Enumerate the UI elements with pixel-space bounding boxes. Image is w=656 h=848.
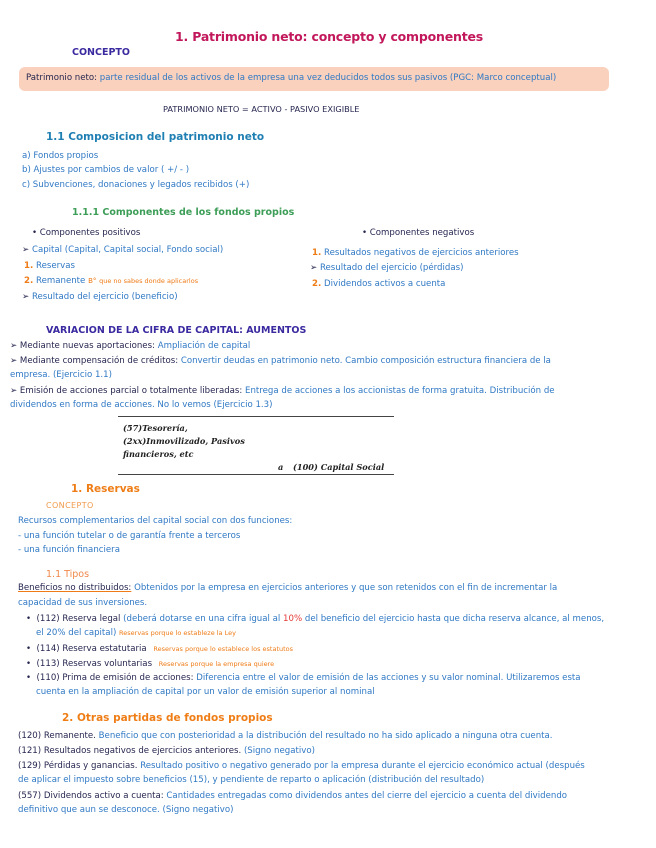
definition-text: parte residual de los activos de la empresa una vez deducidos todos sus pasivos (PGC: Marco conceptual) — [99, 73, 557, 83]
bullet: ➢ — [22, 245, 30, 255]
reserva-type-cont: cuenta en la ampliación de capital por un valor de emisión superior al nominal — [36, 687, 375, 697]
no-dist-text: Obtenidos por la empresa en ejercicios anteriores y que son retenidos con el fin de incrementar la — [134, 583, 558, 593]
bullet: 2. — [312, 279, 322, 289]
page-title: 1. Patrimonio neto: concepto y componentes — [175, 29, 483, 44]
section-1-1-heading: 1.1 Composicion del patrimonio neto — [46, 131, 265, 143]
variacion-label: ➢ Emisión de acciones parcial o totalmente liberadas: — [10, 386, 243, 396]
positive-title: • Componentes positivos — [32, 228, 141, 238]
composition-item: a) Fondos propios — [22, 151, 99, 161]
item-text: Remanente — [35, 276, 86, 286]
tipos-heading: 1.1 Tipos — [46, 569, 90, 580]
journal-debit-line: (57)Tesorería, — [123, 423, 188, 433]
otras-item — [18, 731, 553, 741]
journal-bottom-line — [118, 474, 394, 475]
otras-item — [18, 746, 315, 756]
type-code: (110) — [36, 673, 60, 683]
otras-code: (120) Remanente. — [18, 731, 96, 741]
formula: PATRIMONIO NETO = ACTIVO - PASIVO EXIGIBLE — [163, 104, 360, 114]
bullet: 1. — [24, 261, 34, 271]
negative-item — [312, 248, 519, 258]
reservas-function: - una función tutelar o de garantía frente a terceros — [18, 531, 241, 541]
journal-debit-line: (2xx)Inmovilizado, Pasivos — [123, 436, 245, 446]
journal-credit: (100) Capital Social — [293, 462, 385, 472]
type-code: (114) — [36, 644, 60, 654]
bullet: ➢ — [22, 292, 30, 302]
otras-code: (129) Pérdidas y ganancias. — [18, 761, 138, 771]
otras-heading: 2. Otras partidas de fondos propios — [62, 712, 273, 724]
otras-text: (Signo negativo) — [243, 746, 315, 756]
variacion-text: Entrega de acciones a los accionistas de forma gratuita. Distribución de — [245, 386, 555, 396]
item-text: Resultado del ejercicio (pérdidas) — [319, 263, 464, 273]
negative-item — [310, 263, 463, 273]
variacion-item — [10, 356, 551, 366]
bullet: 1. — [312, 248, 322, 258]
reservas-function: - una función financiera — [18, 545, 120, 555]
bullet: 2. — [24, 276, 34, 286]
composition-item: c) Subvenciones, donaciones y legados recibidos (+) — [22, 180, 250, 190]
no-dist-term: Beneficios no distribuidos: — [18, 583, 132, 593]
positive-item — [22, 245, 223, 255]
journal-debit-line: financieros, etc — [123, 449, 194, 459]
otras-cont: de aplicar el impuesto sobre beneficios (15), y pendiente de reparto o aplicación (distribución del resultado) — [18, 775, 485, 785]
definition-term: Patrimonio neto: — [26, 73, 98, 83]
item-text: Capital (Capital, Capital social, Fondo social) — [31, 245, 224, 255]
reserva-type: • (112) Reserva legal (deberá dotarse en una cifra igual al 10% del beneficio del ejercicio hasta que dicha reserva alcance, al menos, — [26, 614, 605, 624]
variacion-text: Ampliación de capital — [157, 341, 251, 351]
positive-item — [24, 276, 198, 286]
variacion-label: ➢ Mediante compensación de créditos: — [10, 356, 179, 366]
reserva-type: • (114) Reserva estatutaria Reservas porque lo establece los estatutos — [26, 644, 294, 654]
type-name: Reservas voluntarias — [62, 659, 153, 669]
bullet: ➢ — [310, 263, 318, 273]
item-text: Reservas — [35, 261, 75, 271]
handwritten-note: Reservas porque lo estableze la Ley — [119, 629, 236, 637]
reservas-heading: 1. Reservas — [71, 483, 140, 495]
positive-item — [22, 292, 178, 302]
reservas-concepto: CONCEPTO — [46, 501, 94, 510]
reserva-type-cont — [36, 628, 236, 638]
handwritten-note: Reservas porque la empresa quiere — [158, 660, 275, 668]
item-text: Dividendos activos a cuenta — [323, 279, 446, 289]
variacion-label: ➢ Mediante nuevas aportaciones: — [10, 341, 155, 351]
type-text: del beneficio del ejercicio hasta que dicha reserva alcance, al menos, — [304, 614, 605, 624]
item-text: Resultados negativos de ejercicios anteriores — [323, 248, 519, 258]
reserva-type: • (110) Prima de emisión de acciones: Diferencia entre el valor de emisión de las acciones y su valor nominal. Utilizaremos esta — [26, 673, 581, 683]
no-dist-cont: capacidad de sus inversiones. — [18, 598, 148, 608]
no-distribuidos — [18, 583, 557, 593]
journal-top-line — [118, 416, 394, 417]
definition — [26, 73, 556, 83]
otras-code: (121) Resultados negativos de ejercicios anteriores. — [18, 746, 242, 756]
section-1-1-1-heading: 1.1.1 Componentes de los fondos propios — [72, 207, 295, 218]
type-code: (112) — [36, 614, 60, 624]
type-text: Utilizaremos esta — [506, 673, 581, 683]
otras-cont: definitivo que aun se desconoce. (Signo negativo) — [18, 805, 234, 815]
type-text: Diferencia entre el valor de emisión de las acciones y su valor nominal. — [196, 673, 504, 683]
handwritten-note: que no sabes donde aplicarlos — [99, 277, 199, 285]
variacion-heading: VARIACION DE LA CIFRA DE CAPITAL: AUMENTOS — [46, 325, 307, 336]
type-pct: 10% — [283, 614, 303, 624]
variacion-cont: dividendos en forma de acciones. No lo vemos (Ejercicio 1.3) — [10, 400, 273, 410]
otras-text: Resultado positivo o negativo generado por la empresa durante el ejercicio económico actual (después — [140, 761, 585, 771]
note-prefix: B° — [88, 277, 97, 285]
item-text: Resultado del ejercicio (beneficio) — [31, 292, 178, 302]
variacion-text: Convertir deudas en patrimonio neto. Cambio composición estructura financiera de la — [180, 356, 551, 366]
otras-text: Beneficio que con posterioridad a la distribución del resultado no ha sido aplicado a ninguna otra cuenta. — [98, 731, 553, 741]
positive-item — [24, 261, 75, 271]
negative-item — [312, 279, 445, 289]
journal-credit-prefix: a — [278, 462, 284, 472]
type-code: (113) — [36, 659, 60, 669]
variacion-item — [10, 341, 250, 351]
otras-code: (557) Dividendos activo a cuenta: — [18, 791, 164, 801]
type-name: Reserva estatutaria — [62, 644, 147, 654]
handwritten-note: Reservas porque lo establece los estatutos — [153, 645, 294, 653]
type-name: Prima de emisión de acciones: — [62, 673, 194, 683]
otras-item — [18, 761, 585, 771]
reserva-type: • (113) Reservas voluntarias Reservas porque la empresa quiere — [26, 659, 275, 669]
variacion-cont: empresa. (Ejercicio 1.1) — [10, 370, 112, 380]
reservas-intro: Recursos complementarios del capital social con dos funciones: — [18, 516, 293, 526]
otras-text: Cantidades entregadas como dividendos antes del cierre del ejercicio a cuenta del dividendo — [166, 791, 568, 801]
variacion-item — [10, 386, 555, 396]
type-cont: el 20% del capital) — [36, 628, 117, 638]
type-name: Reserva legal — [62, 614, 121, 624]
otras-item — [18, 791, 567, 801]
type-text: (deberá dotarse en una cifra igual al — [123, 614, 281, 624]
negative-title: • Componentes negativos — [362, 228, 475, 238]
concepto-label: CONCEPTO — [72, 47, 130, 58]
composition-item: b) Ajustes por cambios de valor ( +/ - ) — [22, 165, 190, 175]
